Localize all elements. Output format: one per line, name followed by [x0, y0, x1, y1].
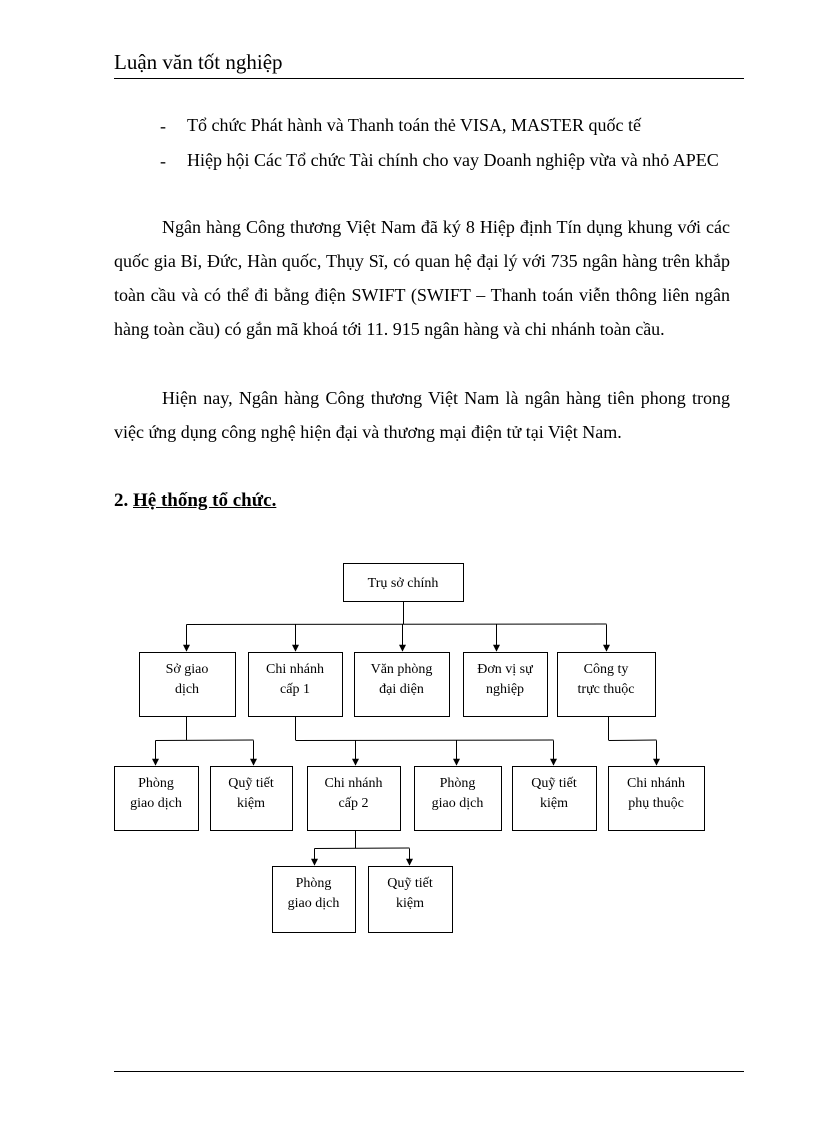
- org-box-label: kiệm: [540, 796, 568, 811]
- org-box-label: giao dịch: [130, 796, 182, 811]
- org-box-label: Chi nhánh: [324, 776, 383, 791]
- org-box-label: Quỹ tiết: [531, 776, 577, 791]
- org-box-label: Quỹ tiết: [387, 876, 433, 891]
- org-box-label: kiệm: [396, 896, 424, 911]
- org-box-label: giao dịch: [287, 896, 340, 911]
- org-box-level2: [308, 767, 401, 831]
- org-connector: [187, 624, 607, 625]
- org-box-label: cấp 2: [338, 796, 369, 811]
- org-box-label: giao dịch: [431, 796, 484, 811]
- org-box-level1: [249, 653, 343, 717]
- org-box-label: nghiệp: [485, 682, 525, 697]
- org-box-label: Sở giao: [165, 662, 209, 677]
- org-box-label: Công ty: [583, 662, 629, 677]
- org-box-label: dịch: [174, 682, 200, 697]
- org-box-level2: [415, 767, 502, 831]
- org-box-label: cấp 1: [280, 682, 310, 697]
- org-box-level1: [558, 653, 656, 717]
- section-title: Hệ thống tổ chức.: [133, 490, 277, 511]
- org-box-level2: [513, 767, 597, 831]
- section-number: 2.: [114, 490, 129, 511]
- org-box-level1: [355, 653, 450, 717]
- org-box-level3: [369, 867, 453, 933]
- org-box-label: Quỹ tiết: [228, 776, 274, 791]
- org-box-root: [344, 564, 464, 602]
- org-box-label: đại diện: [379, 682, 424, 697]
- org-box-label: phụ thuộc: [628, 796, 684, 811]
- body-paragraph: Hiện nay, Ngân hàng Công thương Việt Nam là ngân hàng tiên phong trong việc ứng dụng công nghệ hiện đại và thương mại điện tử tại Việt Nam.: [114, 388, 730, 442]
- org-box-label: Đơn vị sự: [477, 662, 533, 677]
- org-box-label: Phòng: [439, 776, 476, 791]
- org-connector: [315, 848, 410, 849]
- org-box-level3: [273, 867, 356, 933]
- org-box-label: Phòng: [295, 876, 332, 891]
- org-connector: [609, 740, 657, 741]
- page-header-title: Luận văn tốt nghiệp: [114, 50, 283, 74]
- org-connector: [296, 740, 554, 741]
- org-connector: [156, 740, 254, 741]
- org-box-label: Văn phòng: [370, 662, 433, 677]
- body-paragraph: Ngân hàng Công thương Việt Nam đã ký 8 Hiệp định Tín dụng khung với các quốc gia Bỉ, Đức, Hàn quốc, Thụy Sĩ, có quan hệ đại lý với 735 ngân hàng trên khắp toàn cầu và có thể đi bằng điện SWIFT (SWIFT – Thanh toán viễn thông liên ngân hàng toàn cầu) có gắn mã khoá tới 11. 915 ngân hàng và chi nhánh toàn cầu.: [114, 217, 730, 339]
- bullet-dash: -: [160, 151, 166, 171]
- org-box-level1: [140, 653, 236, 717]
- org-box-label: kiệm: [237, 796, 265, 811]
- bullet-item: Hiệp hội Các Tổ chức Tài chính cho vay Doanh nghiệp vừa và nhỏ APEC: [187, 150, 719, 170]
- org-box-level2: [609, 767, 705, 831]
- org-box-label: Phòng: [138, 776, 174, 791]
- bullet-item: Tổ chức Phát hành và Thanh toán thẻ VISA, MASTER quốc tế: [187, 115, 642, 135]
- org-box-label: Chi nhánh: [266, 662, 324, 677]
- org-box-label: trực thuộc: [577, 682, 635, 697]
- bullet-dash: -: [160, 116, 166, 136]
- org-box-level1: [464, 653, 548, 717]
- footer-divider: [114, 1071, 744, 1072]
- org-box-label: Chi nhánh: [627, 776, 685, 791]
- org-box-level2: [211, 767, 293, 831]
- org-box-label: Trụ sở chính: [367, 576, 439, 591]
- org-box-level2: [115, 767, 199, 831]
